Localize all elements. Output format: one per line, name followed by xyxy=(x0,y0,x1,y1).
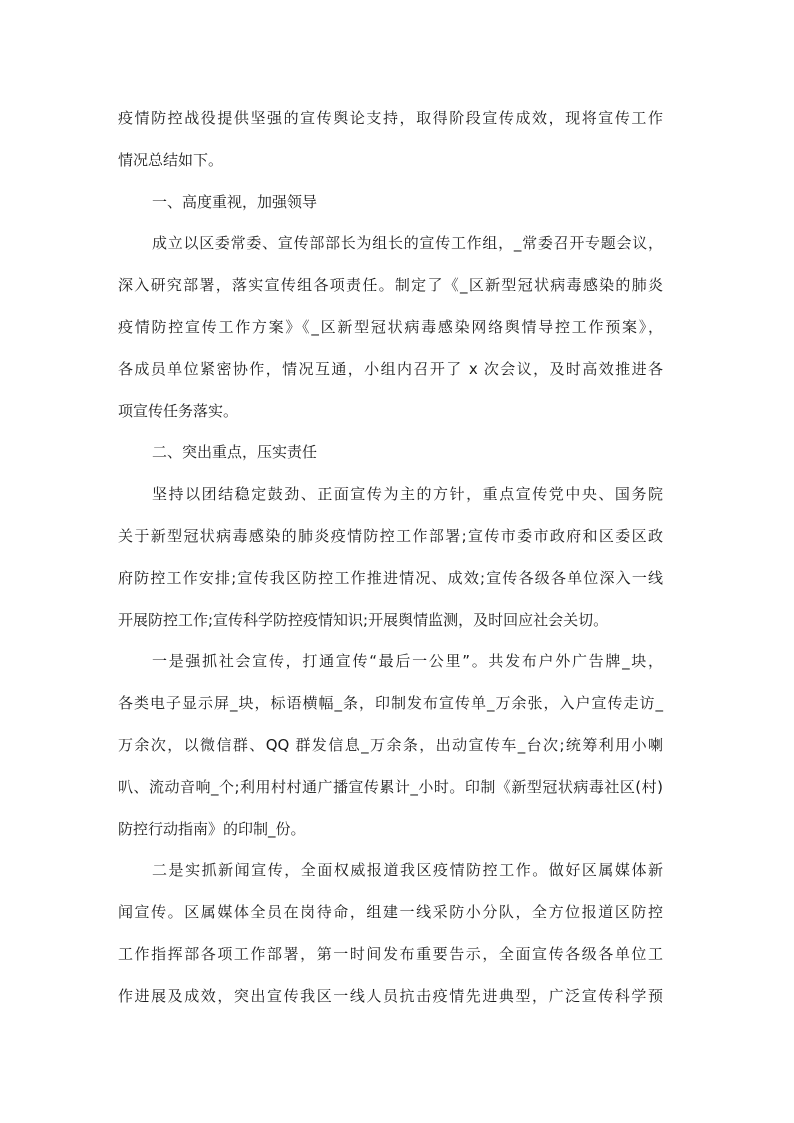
section-heading: 二、突出重点，压实责任 xyxy=(152,443,318,462)
paragraph-line: 二是实抓新闻宣传，全面权威报道我区疫情防控工作。做好区属媒体新 xyxy=(152,861,663,880)
paragraph-line: 叭、流动音响_个;利用村村通广播宣传累计_小时。印制《新型冠状病毒社区(村) xyxy=(118,777,663,796)
paragraph-line: 关于新型冠状病毒感染的肺炎疫情防控工作部署;宣传市委市政府和区委区政 xyxy=(118,526,663,545)
section-heading: 一、高度重视，加强领导 xyxy=(152,192,318,211)
paragraph-line: 工作指挥部各项工作部署，第一时间发布重要告示，全面宣传各级各单位工 xyxy=(118,944,663,963)
paragraph-line: 各类电子显示屏_块，标语横幅_条，印制发布宣传单_万余张，入户宣传走访_ xyxy=(118,694,663,713)
paragraph-line: 疫情防控战役提供坚强的宣传舆论支持，取得阶段宣传成效，现将宣传工作 xyxy=(118,109,663,127)
paragraph-line: 作进展及成效，突出宣传我区一线人员抗击疫情先进典型，广泛宣传科学预 xyxy=(118,986,663,1005)
paragraph-line: 一是强抓社会宣传，打通宣传“最后一公里”。共发布户外广告牌_块， xyxy=(152,652,663,671)
body-text xyxy=(118,101,663,1021)
paragraph-line: 万余次，以微信群、QQ 群发信息_万余条，出动宣传车_台次;统筹利用小喇 xyxy=(118,735,663,754)
paragraph-line: 闻宣传。区属媒体全员在岗待命，组建一线采防小分队，全方位报道区防控 xyxy=(118,903,663,922)
paragraph-line: 防控行动指南》的印制_份。 xyxy=(118,819,306,838)
paragraph-line: 开展防控工作;宣传科学防控疫情知识;开展舆情监测，及时回应社会关切。 xyxy=(118,610,609,629)
paragraph-line: 各成员单位紧密协作，情况互通，小组内召开了 x 次会议，及时高效推进各 xyxy=(118,359,663,378)
paragraph-line: 情况总结如下。 xyxy=(118,150,224,169)
paragraph-line: 成立以区委常委、宣传部部长为组长的宣传工作组，_常委召开专题会议， xyxy=(152,234,663,253)
paragraph-line: 深入研究部署，落实宣传组各项责任。制定了《_区新型冠状病毒感染的肺炎 xyxy=(118,276,663,295)
paragraph-line: 项宣传任务落实。 xyxy=(118,401,239,420)
paragraph-line: 疫情防控宣传工作方案》《_区新型冠状病毒感染网络舆情导控工作预案》， xyxy=(118,317,663,336)
paragraph-line: 府防控工作安排;宣传我区防控工作推进情况、成效;宣传各级各单位深入一线 xyxy=(118,568,663,587)
paragraph-line: 坚持以团结稳定鼓劲、正面宣传为主的方针，重点宣传党中央、国务院 xyxy=(152,485,663,504)
